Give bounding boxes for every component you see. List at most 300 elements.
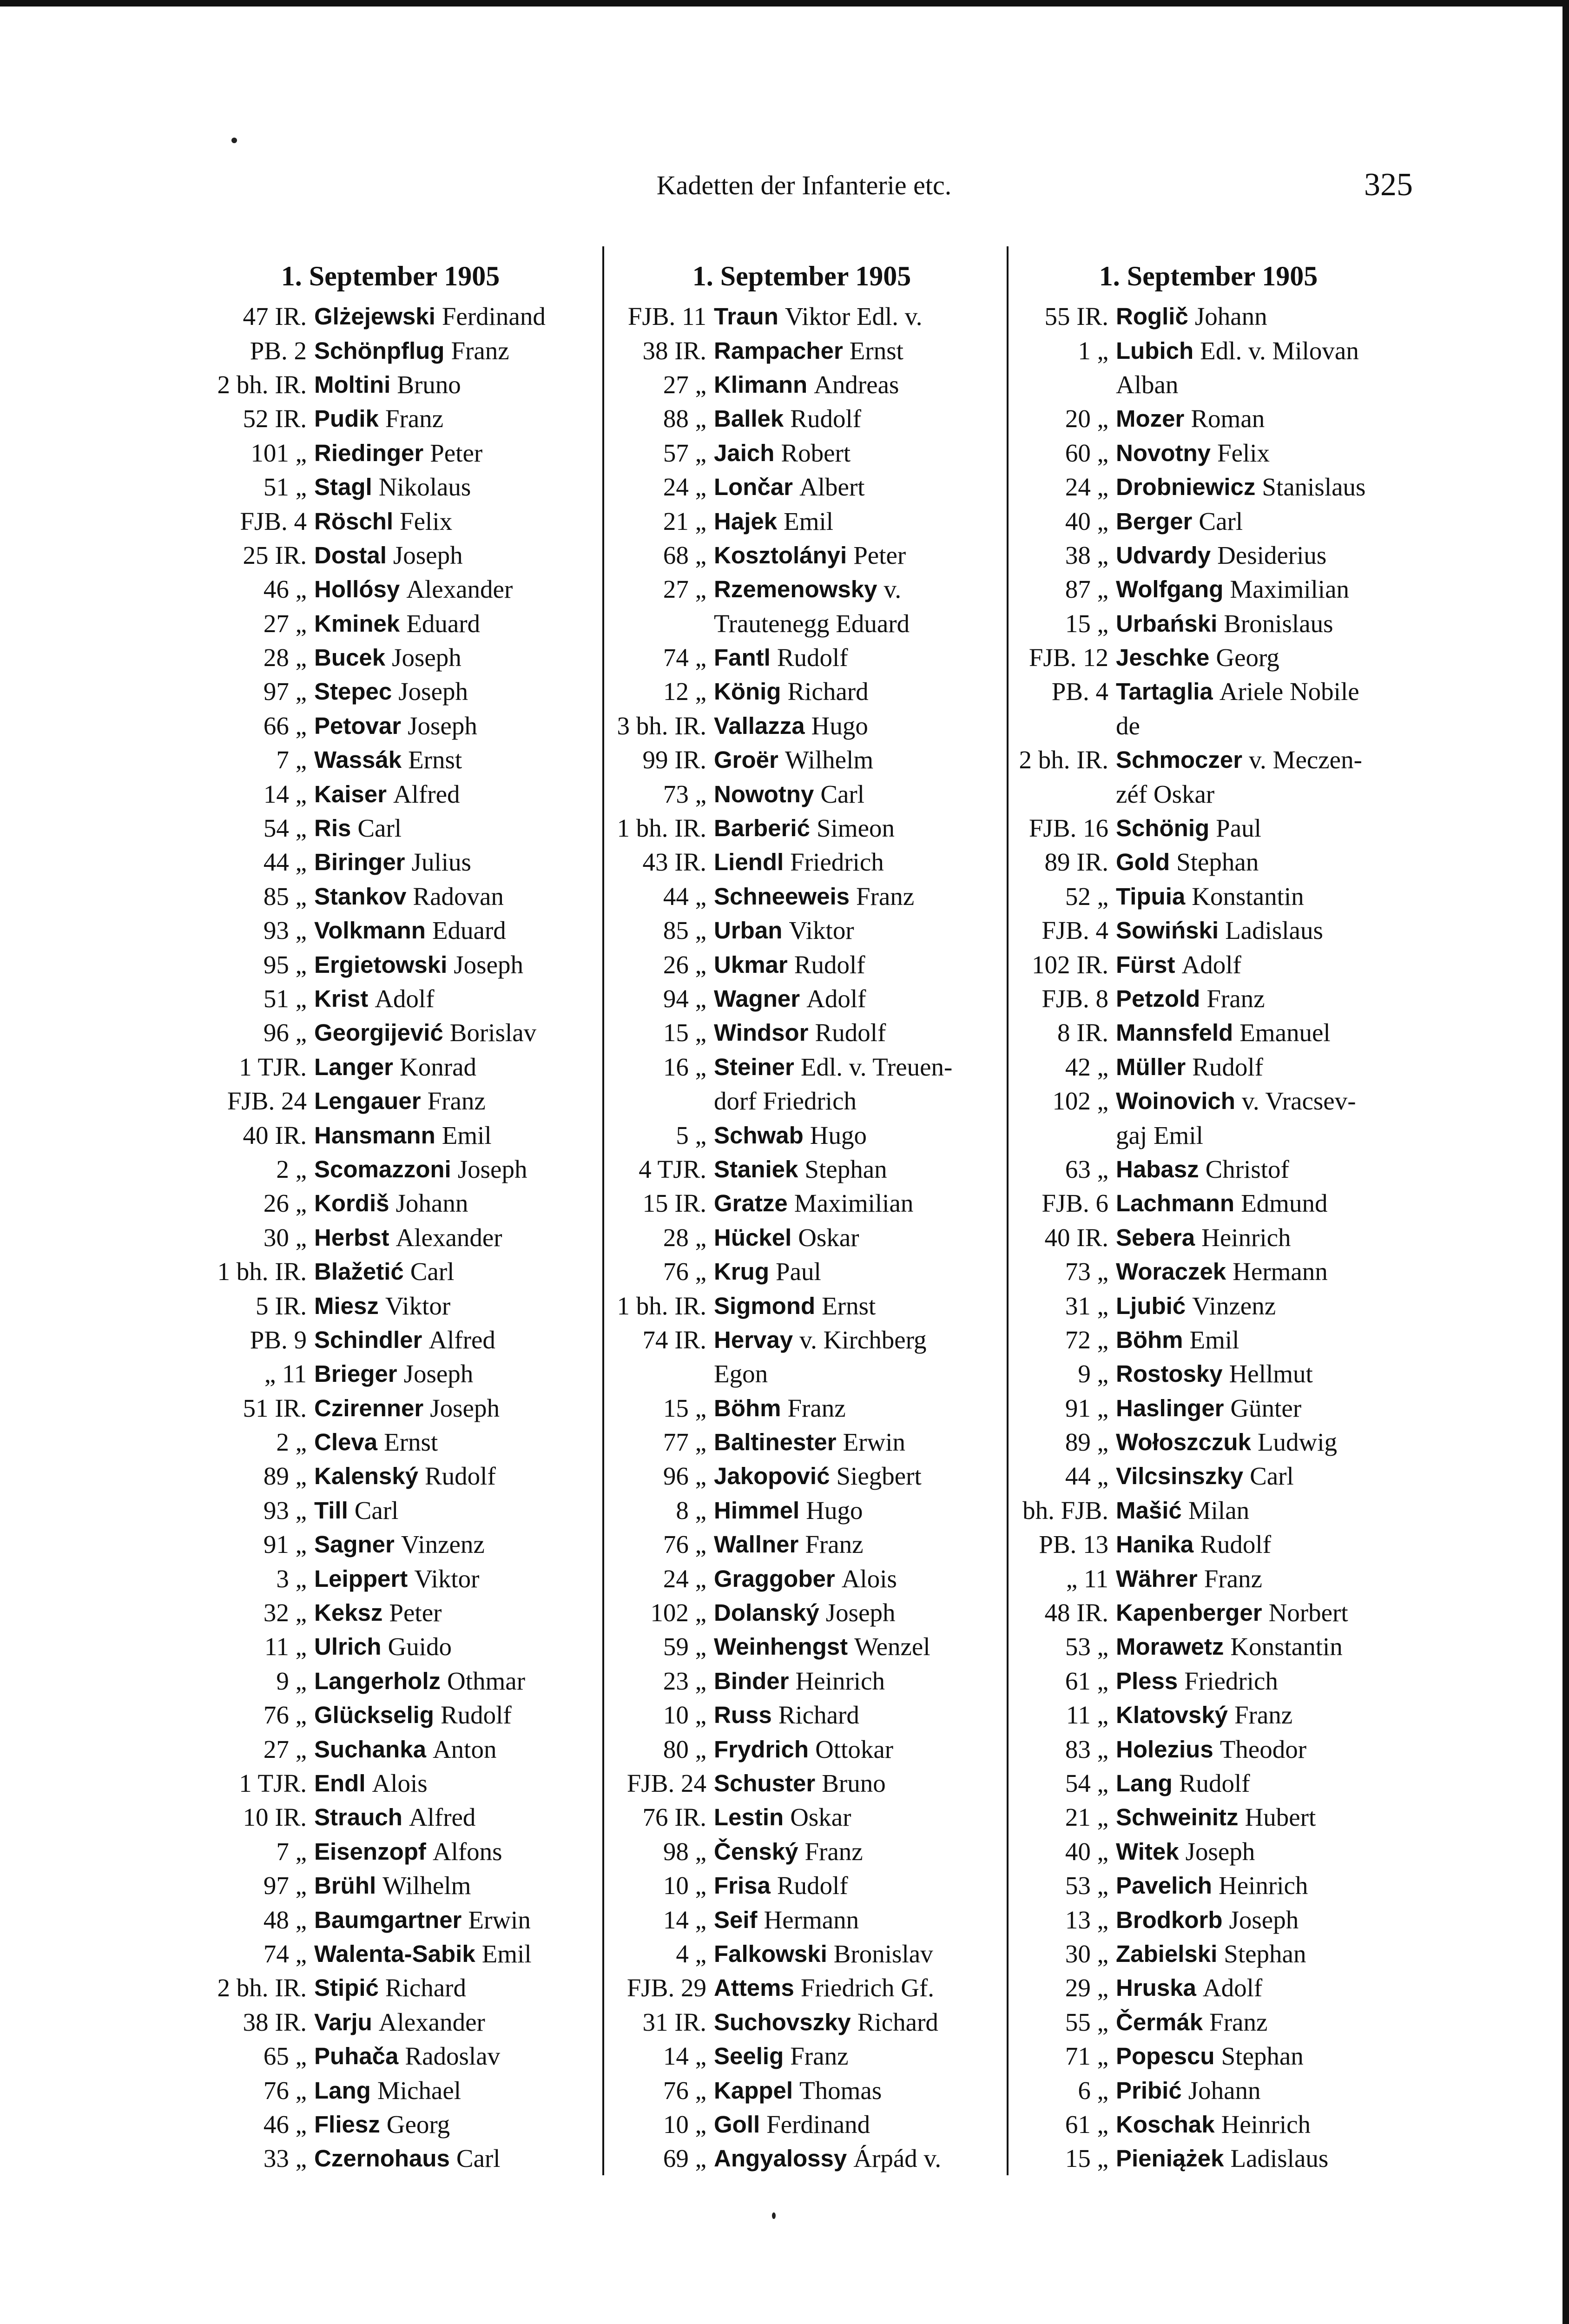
given-name: Rudolf bbox=[790, 404, 862, 433]
entry-continuation-row bbox=[1009, 777, 1408, 811]
given-name: Hermann bbox=[764, 1905, 859, 1934]
surname: Czernohaus bbox=[314, 2145, 450, 2172]
surname: Frydrich bbox=[714, 1736, 809, 1763]
given-name: Heinrich bbox=[1221, 2110, 1311, 2139]
regiment-ref: 10 IR. bbox=[243, 1803, 307, 1832]
given-name: Emanuel bbox=[1239, 1018, 1331, 1047]
given-name: de bbox=[1116, 711, 1140, 740]
given-name: Othmar bbox=[447, 1666, 526, 1695]
entry-row bbox=[604, 2107, 999, 2141]
entry-row bbox=[1009, 299, 1408, 333]
regiment-ref: 31 „ bbox=[1065, 1291, 1108, 1320]
entry-row bbox=[200, 1766, 581, 1800]
entry-row bbox=[1009, 811, 1408, 845]
surname: Hruska bbox=[1116, 1974, 1196, 2001]
surname: Binder bbox=[714, 1667, 789, 1694]
entry-row bbox=[1009, 1016, 1408, 1050]
surname: Lestin bbox=[714, 1804, 784, 1831]
given-name: Alfred bbox=[409, 1803, 476, 1832]
surname: Hajek bbox=[714, 508, 778, 535]
regiment-ref: 71 „ bbox=[1065, 2042, 1108, 2071]
regiment-ref: 15 „ bbox=[1065, 2144, 1108, 2173]
surname: Rzemenowsky bbox=[714, 576, 877, 603]
given-name: Hellmut bbox=[1229, 1360, 1313, 1388]
entry-row bbox=[604, 1971, 999, 2005]
regiment-ref: FJB. 11 bbox=[627, 302, 706, 331]
regiment-ref: 26 „ bbox=[263, 1189, 307, 1218]
given-name: Erwin bbox=[468, 1905, 531, 1934]
regiment-ref: 24 „ bbox=[663, 1564, 706, 1593]
entry-row bbox=[1009, 1493, 1408, 1527]
regiment-ref: 4 „ bbox=[676, 1939, 706, 1968]
surname: Vilcsinszky bbox=[1116, 1463, 1244, 1490]
given-name: Theodor bbox=[1220, 1735, 1307, 1763]
regiment-ref: PB. 13 bbox=[1039, 1530, 1108, 1559]
surname: Jeschke bbox=[1116, 644, 1210, 671]
given-name: Milan bbox=[1188, 1496, 1250, 1525]
regiment-ref: FJB. 4 bbox=[1042, 916, 1108, 945]
regiment-ref: 95 „ bbox=[263, 950, 307, 979]
surname: Krug bbox=[714, 1258, 769, 1285]
regiment-ref: 29 „ bbox=[1065, 1974, 1108, 2002]
given-name: Emil bbox=[481, 1939, 532, 1968]
entry-row bbox=[1009, 1288, 1408, 1322]
surname: Kappel bbox=[714, 2077, 793, 2104]
given-name: Julius bbox=[411, 848, 471, 877]
surname: Keksz bbox=[314, 1599, 383, 1626]
given-name: Franz bbox=[790, 2042, 849, 2071]
entry-row bbox=[200, 2107, 581, 2141]
regiment-ref: 73 „ bbox=[1065, 1257, 1108, 1286]
entry-row bbox=[200, 1391, 581, 1425]
regiment-ref: 48 „ bbox=[263, 1905, 307, 1934]
regiment-ref: 42 „ bbox=[1065, 1052, 1108, 1081]
given-name: Edmund bbox=[1241, 1189, 1328, 1218]
given-name: Friedrich Gf. bbox=[800, 1974, 935, 2002]
regiment-ref: 10 „ bbox=[663, 2110, 706, 2139]
surname: Witek bbox=[1116, 1838, 1179, 1865]
entry-row bbox=[604, 1596, 999, 1630]
surname: Liendl bbox=[714, 849, 784, 876]
surname: Ballek bbox=[714, 405, 784, 432]
given-name: Carl bbox=[357, 814, 402, 843]
given-name: Rudolf bbox=[424, 1462, 496, 1491]
surname: Wolfgang bbox=[1116, 576, 1224, 603]
given-name: Ariele Nobile bbox=[1219, 677, 1359, 706]
given-name: Georg bbox=[386, 2110, 450, 2139]
regiment-ref: 102 „ bbox=[650, 1598, 706, 1627]
surname: Sagner bbox=[314, 1531, 395, 1558]
given-name: Thomas bbox=[799, 2076, 882, 2105]
entry-row bbox=[604, 879, 999, 913]
regiment-ref: 98 „ bbox=[663, 1837, 706, 1866]
entry-list bbox=[604, 299, 999, 2175]
surname: Pieniążek bbox=[1116, 2145, 1224, 2172]
surname: Ulrich bbox=[314, 1633, 382, 1660]
regiment-ref: 38 IR. bbox=[243, 2007, 307, 2036]
surname: Haslinger bbox=[1116, 1394, 1224, 1421]
surname: Schönig bbox=[1116, 815, 1210, 842]
surname: Barberić bbox=[714, 815, 810, 842]
given-name: Joseph bbox=[430, 1393, 500, 1422]
entry-row bbox=[200, 1937, 581, 1971]
given-name: Friedrich bbox=[1184, 1666, 1278, 1695]
given-name: Joseph bbox=[1185, 1837, 1255, 1866]
entry-row bbox=[604, 1800, 999, 1834]
given-name: Heinrich bbox=[1218, 1871, 1308, 1900]
given-name: Eduard bbox=[432, 916, 506, 945]
regiment-ref: 1 bh. IR. bbox=[617, 814, 706, 843]
surname: Gratze bbox=[714, 1190, 788, 1217]
given-name: Viktor Edl. v. bbox=[784, 302, 923, 331]
entry-row bbox=[604, 1118, 999, 1152]
regiment-ref: 46 „ bbox=[263, 575, 307, 604]
regiment-ref: FJB. 8 bbox=[1042, 984, 1108, 1013]
regiment-ref: 21 „ bbox=[1065, 1803, 1108, 1832]
surname: Kosztolányi bbox=[714, 541, 847, 568]
entry-row bbox=[1009, 470, 1408, 504]
entry-row bbox=[1009, 640, 1408, 674]
given-name: Heinrich bbox=[1201, 1223, 1291, 1252]
entry-row bbox=[604, 2039, 999, 2073]
entry-row bbox=[604, 504, 999, 538]
entry-row bbox=[604, 1902, 999, 1936]
entry-row bbox=[604, 1835, 999, 1868]
entry-row bbox=[1009, 1527, 1408, 1561]
surname: Brodkorb bbox=[1116, 1906, 1223, 1933]
entry-row bbox=[200, 879, 581, 913]
surname: Jakopović bbox=[714, 1463, 830, 1490]
given-name: Franz bbox=[1234, 1701, 1293, 1730]
entry-row bbox=[200, 1254, 581, 1288]
entry-row bbox=[1009, 1902, 1408, 1936]
regiment-ref: 74 IR. bbox=[642, 1325, 706, 1354]
surname: Röschl bbox=[314, 508, 394, 535]
given-name: Rudolf bbox=[1200, 1530, 1272, 1559]
regiment-ref: 99 IR. bbox=[642, 746, 706, 774]
entry-row bbox=[1009, 1221, 1408, 1254]
entry-row bbox=[604, 299, 999, 333]
surname: Herbst bbox=[314, 1224, 389, 1251]
entry-row bbox=[1009, 1766, 1408, 1800]
given-name: Christof bbox=[1205, 1155, 1289, 1183]
given-name: Eduard bbox=[406, 609, 481, 638]
regiment-ref: 1 TJR. bbox=[239, 1052, 307, 1081]
given-name: Rudolf bbox=[440, 1701, 512, 1730]
given-name: Hugo bbox=[806, 1496, 863, 1525]
regiment-ref: 91 „ bbox=[263, 1530, 307, 1559]
entry-list bbox=[200, 299, 581, 2175]
entry-row bbox=[1009, 436, 1408, 470]
column-heading: 1. September 1905 bbox=[281, 261, 500, 291]
surname: Angyalossy bbox=[714, 2145, 847, 2172]
given-name: Adolf bbox=[1181, 950, 1241, 979]
regiment-ref: 14 „ bbox=[663, 2042, 706, 2071]
regiment-ref: 51 IR. bbox=[243, 1393, 307, 1422]
entry-row bbox=[200, 845, 581, 879]
given-name: Árpád v. bbox=[853, 2144, 942, 2173]
regiment-ref: 65 „ bbox=[263, 2042, 307, 2071]
given-name: Joseph bbox=[1229, 1905, 1299, 1934]
regiment-ref: 4 TJR. bbox=[639, 1155, 706, 1183]
surname: Holezius bbox=[1116, 1736, 1213, 1763]
surname: Böhm bbox=[714, 1394, 781, 1421]
regiment-ref: 30 „ bbox=[1065, 1939, 1108, 1968]
regiment-ref: 80 „ bbox=[663, 1735, 706, 1763]
entry-row bbox=[200, 674, 581, 708]
entry-row bbox=[604, 811, 999, 845]
regiment-ref: 40 IR. bbox=[243, 1121, 307, 1149]
surname: Lubich bbox=[1116, 337, 1194, 364]
regiment-ref: 76 IR. bbox=[642, 1803, 706, 1832]
entry-row bbox=[604, 1323, 999, 1357]
entry-row bbox=[1009, 1186, 1408, 1220]
surname: Fürst bbox=[1116, 951, 1175, 978]
regiment-ref: 38 „ bbox=[1065, 541, 1108, 569]
regiment-ref: 15 „ bbox=[1065, 609, 1108, 638]
given-name: Felix bbox=[1217, 438, 1270, 467]
surname: Ergietowski bbox=[314, 951, 448, 978]
regiment-ref: FJB. 24 bbox=[626, 1769, 706, 1797]
given-name: v. Meczen- bbox=[1249, 746, 1362, 774]
surname: Walenta-Sabik bbox=[314, 1940, 475, 1967]
surname: Čenský bbox=[714, 1838, 798, 1865]
surname: Groër bbox=[714, 746, 778, 773]
given-name: Franz bbox=[805, 1530, 864, 1559]
surname: Kaiser bbox=[314, 780, 387, 807]
given-name: Georg bbox=[1216, 643, 1279, 672]
entry-row bbox=[200, 2141, 581, 2175]
surname: Mozer bbox=[1116, 405, 1185, 432]
given-name: Richard bbox=[787, 677, 869, 706]
entry-row bbox=[1009, 2039, 1408, 2073]
regiment-ref: 40 „ bbox=[1065, 1837, 1108, 1866]
surname: Schneeweis bbox=[714, 883, 850, 910]
entry-row bbox=[604, 402, 999, 436]
surname: Wallner bbox=[714, 1531, 799, 1558]
surname: Stipić bbox=[314, 1974, 379, 2001]
given-name: Ernst bbox=[384, 1428, 438, 1457]
given-name: Edl. v. Treuen- bbox=[800, 1052, 953, 1081]
entry-row bbox=[604, 1868, 999, 1902]
entry-row bbox=[604, 743, 999, 777]
regiment-ref: 85 „ bbox=[263, 882, 307, 911]
given-name: Trautenegg Eduard bbox=[714, 609, 910, 638]
surname: Petzold bbox=[1116, 985, 1200, 1012]
regiment-ref: 23 „ bbox=[663, 1666, 706, 1695]
surname: Strauch bbox=[314, 1804, 402, 1831]
surname: Berger bbox=[1116, 508, 1193, 535]
regiment-ref: 13 „ bbox=[1065, 1905, 1108, 1934]
entry-row bbox=[200, 436, 581, 470]
surname: Volkmann bbox=[314, 917, 426, 944]
regiment-ref: 59 „ bbox=[663, 1632, 706, 1661]
given-name: Ottokar bbox=[815, 1735, 894, 1763]
entry-row bbox=[604, 1221, 999, 1254]
given-name: Ferdinand bbox=[766, 2110, 870, 2139]
entry-row bbox=[604, 1050, 999, 1084]
given-name: Rudolf bbox=[794, 950, 865, 979]
regiment-ref: 60 „ bbox=[1065, 438, 1108, 467]
surname: Ljubić bbox=[1116, 1292, 1186, 1319]
regiment-ref: 63 „ bbox=[1065, 1155, 1108, 1183]
regiment-ref: 11 „ bbox=[264, 1632, 307, 1661]
regiment-ref: 47 IR. bbox=[243, 302, 307, 331]
regiment-ref: 21 „ bbox=[663, 507, 706, 535]
entry-continuation-row bbox=[604, 1357, 999, 1391]
given-name: Franz bbox=[451, 336, 509, 365]
regiment-ref: 14 „ bbox=[663, 1905, 706, 1934]
given-name: Norbert bbox=[1268, 1598, 1348, 1627]
given-name: Radoslav bbox=[405, 2042, 501, 2071]
regiment-ref: 52 „ bbox=[1065, 882, 1108, 911]
given-name: Viktor bbox=[385, 1291, 451, 1320]
entry-row bbox=[200, 1596, 581, 1630]
given-name: gaj Emil bbox=[1116, 1121, 1203, 1149]
entry-row bbox=[1009, 743, 1408, 777]
regiment-ref: 97 „ bbox=[263, 677, 307, 706]
entry-row bbox=[1009, 1357, 1408, 1391]
regiment-ref: 3 bh. IR. bbox=[617, 711, 706, 740]
regiment-ref: 72 „ bbox=[1065, 1325, 1108, 1354]
regiment-ref: 73 „ bbox=[663, 779, 706, 808]
surname: Pavelich bbox=[1116, 1872, 1212, 1899]
surname: Moltini bbox=[314, 371, 391, 398]
given-name: Franz bbox=[787, 1393, 846, 1422]
entry-row bbox=[1009, 504, 1408, 538]
entry-row bbox=[1009, 1800, 1408, 1834]
regiment-ref: 10 „ bbox=[663, 1871, 706, 1900]
regiment-ref: 101 „ bbox=[251, 438, 307, 467]
entry-row bbox=[1009, 2141, 1408, 2175]
entry-row bbox=[1009, 1391, 1408, 1425]
surname: Fantl bbox=[714, 644, 771, 671]
surname: Wagner bbox=[714, 985, 800, 1012]
given-name: Siegbert bbox=[836, 1462, 922, 1491]
given-name: Richard bbox=[385, 1974, 466, 2002]
entry-row bbox=[604, 1630, 999, 1664]
entry-row bbox=[604, 333, 999, 367]
surname: Stagl bbox=[314, 474, 372, 501]
regiment-ref: 93 „ bbox=[263, 1496, 307, 1525]
entry-row bbox=[1009, 2073, 1408, 2107]
given-name: Bruno bbox=[397, 370, 461, 399]
given-name: Adolf bbox=[806, 984, 866, 1013]
surname: Krist bbox=[314, 985, 369, 1012]
entry-row bbox=[200, 1425, 581, 1459]
regiment-ref: 24 „ bbox=[1065, 473, 1108, 502]
surname: Stankov bbox=[314, 883, 407, 910]
print-speck bbox=[231, 138, 237, 143]
regiment-ref: 93 „ bbox=[263, 916, 307, 945]
surname: Lang bbox=[314, 2077, 371, 2104]
entry-row bbox=[1009, 674, 1408, 708]
surname: Weinhengst bbox=[714, 1633, 848, 1660]
entry-row bbox=[200, 572, 581, 606]
regiment-ref: 102 IR. bbox=[1032, 950, 1108, 979]
given-name: Günter bbox=[1230, 1393, 1302, 1422]
entry-row bbox=[604, 1937, 999, 1971]
surname: Klimann bbox=[714, 371, 808, 398]
surname: Drobniewicz bbox=[1116, 474, 1256, 501]
given-name: Radovan bbox=[413, 882, 504, 911]
entry-row bbox=[604, 1766, 999, 1800]
entry-row bbox=[1009, 1971, 1408, 2005]
given-name: Robert bbox=[781, 438, 851, 467]
surname: Glżejewski bbox=[314, 303, 435, 330]
entry-row bbox=[1009, 982, 1408, 1016]
surname: Langer bbox=[314, 1053, 394, 1080]
surname: Pudik bbox=[314, 405, 379, 432]
regiment-ref: 74 „ bbox=[663, 643, 706, 672]
regiment-ref: 96 „ bbox=[663, 1462, 706, 1491]
entry-row bbox=[604, 1698, 999, 1732]
given-name: Joseph bbox=[403, 1360, 474, 1388]
given-name: Franz bbox=[804, 1837, 863, 1866]
entry-row bbox=[1009, 1425, 1408, 1459]
entry-row bbox=[200, 1698, 581, 1732]
surname: Seif bbox=[714, 1906, 758, 1933]
entry-row bbox=[604, 1016, 999, 1050]
surname: Schindler bbox=[314, 1326, 422, 1353]
regiment-ref: 69 „ bbox=[663, 2144, 706, 2173]
entry-row bbox=[604, 1527, 999, 1561]
regiment-ref: PB. 9 bbox=[250, 1325, 307, 1354]
entry-row bbox=[200, 538, 581, 572]
entry-row bbox=[1009, 538, 1408, 572]
given-name: v. Kirchberg bbox=[799, 1325, 927, 1354]
given-name: Erwin bbox=[843, 1428, 906, 1457]
surname: Windsor bbox=[714, 1019, 809, 1046]
entry-row bbox=[604, 1459, 999, 1493]
print-speck bbox=[772, 2212, 776, 2219]
surname: Falkowski bbox=[714, 1940, 827, 1967]
regiment-ref: 85 „ bbox=[663, 916, 706, 945]
regiment-ref: 32 „ bbox=[263, 1598, 307, 1627]
regiment-ref: bh. FJB. bbox=[1022, 1496, 1108, 1525]
entry-row bbox=[604, 1186, 999, 1220]
surname: Čermák bbox=[1116, 2008, 1203, 2035]
entry-row bbox=[1009, 1152, 1408, 1186]
entry-row bbox=[200, 1016, 581, 1050]
given-name: Ferdinand bbox=[442, 302, 546, 331]
regiment-ref: 2 bh. IR. bbox=[217, 1974, 307, 2002]
given-name: Peter bbox=[853, 541, 906, 569]
given-name: Oskar bbox=[790, 1803, 851, 1832]
given-name: Hermann bbox=[1233, 1257, 1328, 1286]
entry-row bbox=[604, 1391, 999, 1425]
surname: Wołoszczuk bbox=[1116, 1429, 1251, 1456]
given-name: Viktor bbox=[414, 1564, 480, 1593]
regiment-ref: 89 „ bbox=[1065, 1428, 1108, 1457]
given-name: Alfons bbox=[432, 1837, 502, 1866]
surname: Bucek bbox=[314, 644, 386, 671]
regiment-ref: FJB. 6 bbox=[1042, 1189, 1108, 1218]
regiment-ref: 27 „ bbox=[663, 370, 706, 399]
given-name: Maximilian bbox=[794, 1189, 914, 1218]
surname: Ukmar bbox=[714, 951, 788, 978]
given-name: v. bbox=[883, 575, 902, 604]
regiment-ref: 5 IR. bbox=[256, 1291, 307, 1320]
surname: Vallazza bbox=[714, 712, 805, 739]
given-name: dorf Friedrich bbox=[714, 1087, 857, 1116]
given-name: Joseph bbox=[457, 1155, 527, 1183]
surname: Zabielski bbox=[1116, 1940, 1218, 1967]
regiment-ref: 28 „ bbox=[663, 1223, 706, 1252]
surname: Schuster bbox=[714, 1769, 816, 1796]
surname: Fliesz bbox=[314, 2111, 380, 2138]
given-name: Viktor bbox=[789, 916, 854, 945]
